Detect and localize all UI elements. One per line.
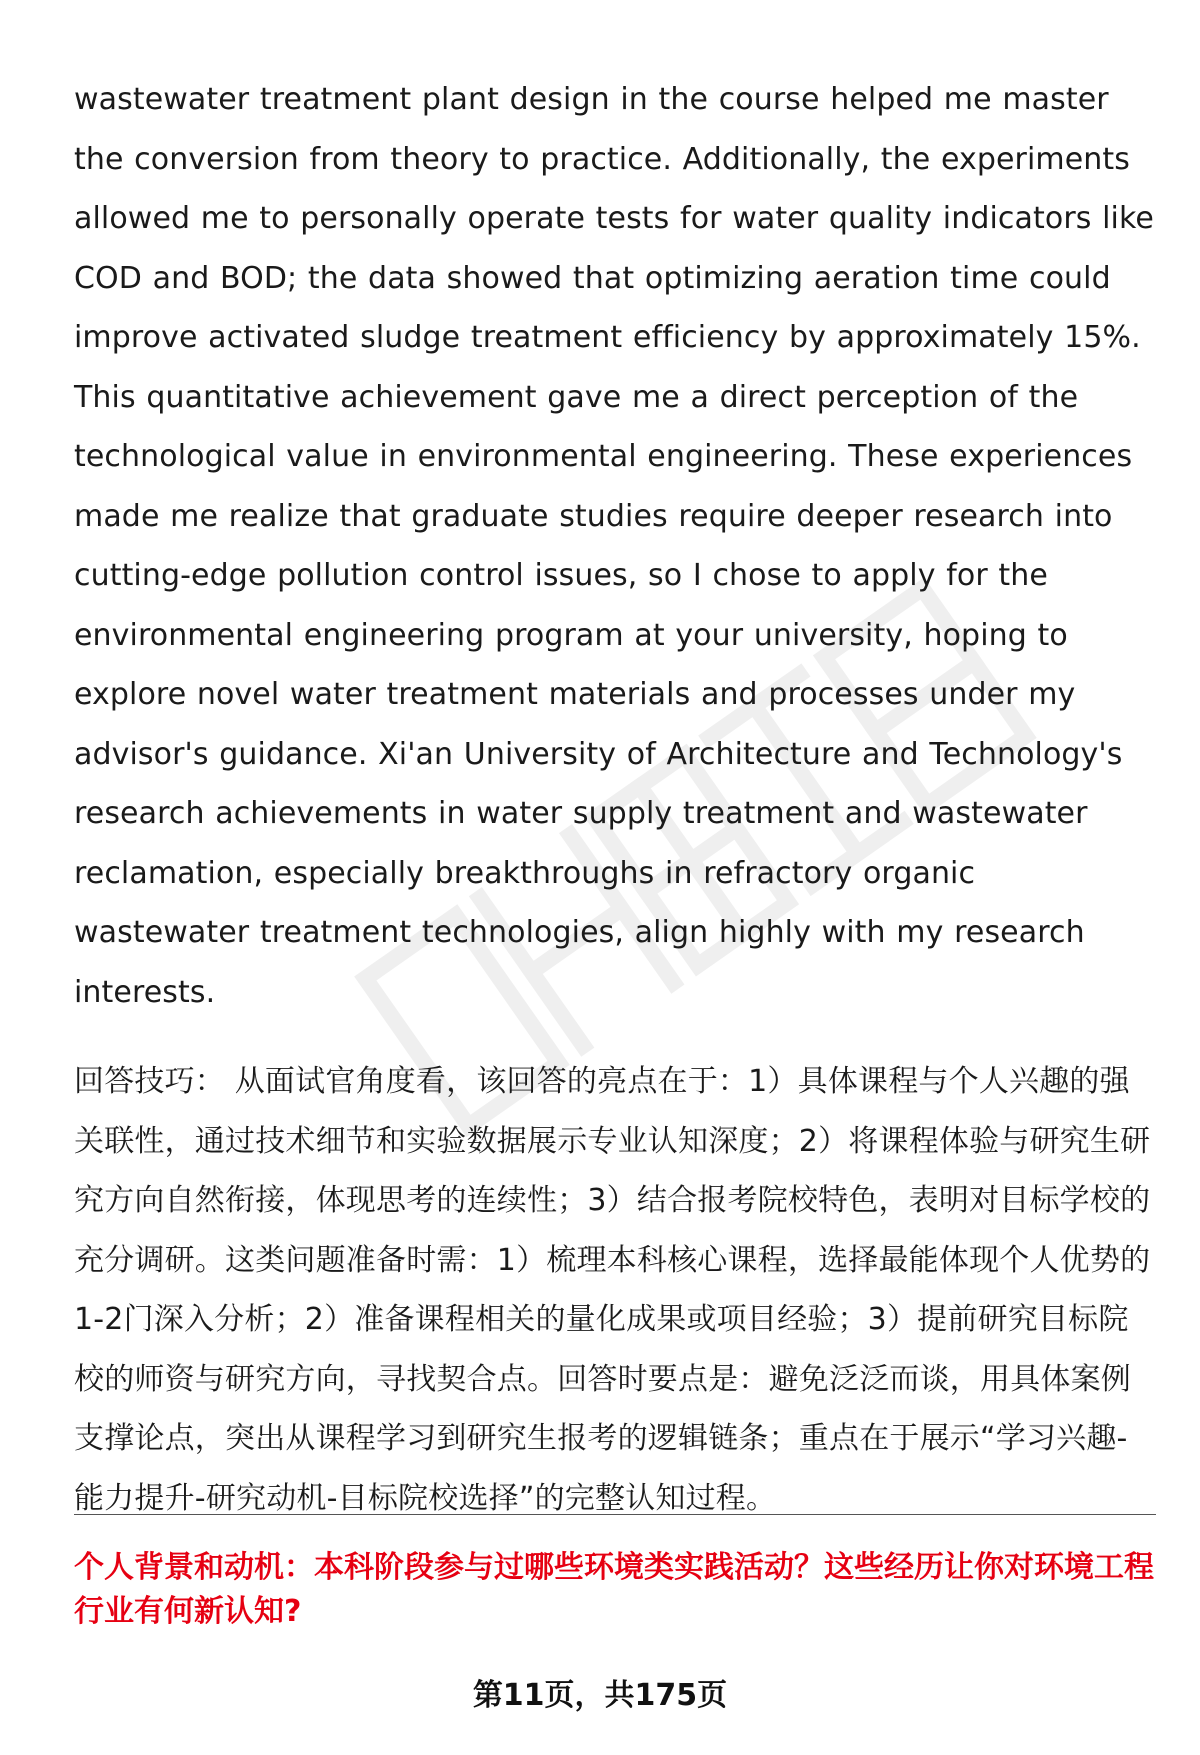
- next-question-heading: 个人背景和动机：本科阶段参与过哪些环境类实践活动？这些经历让你对环境工程行业有何新认知?: [74, 1550, 1154, 1629]
- section-divider: [74, 1514, 1156, 1515]
- answer-paragraph: wastewater treatment plant design in the course helped me master the conversion from theory to practice. Additionally, the experiments allowed me to personally operate tests for water quality indicators like COD and BOD; the data showed that optimizing aeration time could improve activated sludge treatment efficiency by approximately 15%. This quantitative achievement gave me a direct perception of the technological value in environmental engineering. These experiences made me realize that graduate studies require deeper research into cutting-edge pollution control issues, so I chose to apply for the environmental engineering program at your university, hoping to explore novel water treatment materials and processes under my advisor's guidance. Xi'an University of Architecture and Technology's research achievements in water supply treatment and wastewater reclamation, especially breakthroughs in refractory organic wastewater treatment technologies, align highly with my research interests.: [74, 82, 1154, 1010]
- tips-paragraph: 回答技巧： 从面试官角度看，该回答的亮点在于：1）具体课程与个人兴趣的强关联性，通过技术细节和实验数据展示专业认知深度；2）将课程体验与研究生研究方向自然衔接，体现思考的连续性；3）结合报考院校特色，表明对目标学校的充分调研。这类问题准备时需：1）梳理本科核心课程，选择最能体现个人优势的1-2门深入分析；2）准备课程相关的量化成果或项目经验；3）提前研究目标院校的师资与研究方向，寻找契合点。回答时要点是：避免泛泛而谈，用具体案例支撑论点，突出从课程学习到研究生报考的逻辑链条；重点在于展示“学习兴趣-能力提升-研究动机-目标院校选择”的完整认知过程。: [74, 1064, 1151, 1516]
- page-content: [74, 70, 1156, 1528]
- page-number-footer: 第11页，共175页: [472, 1678, 728, 1713]
